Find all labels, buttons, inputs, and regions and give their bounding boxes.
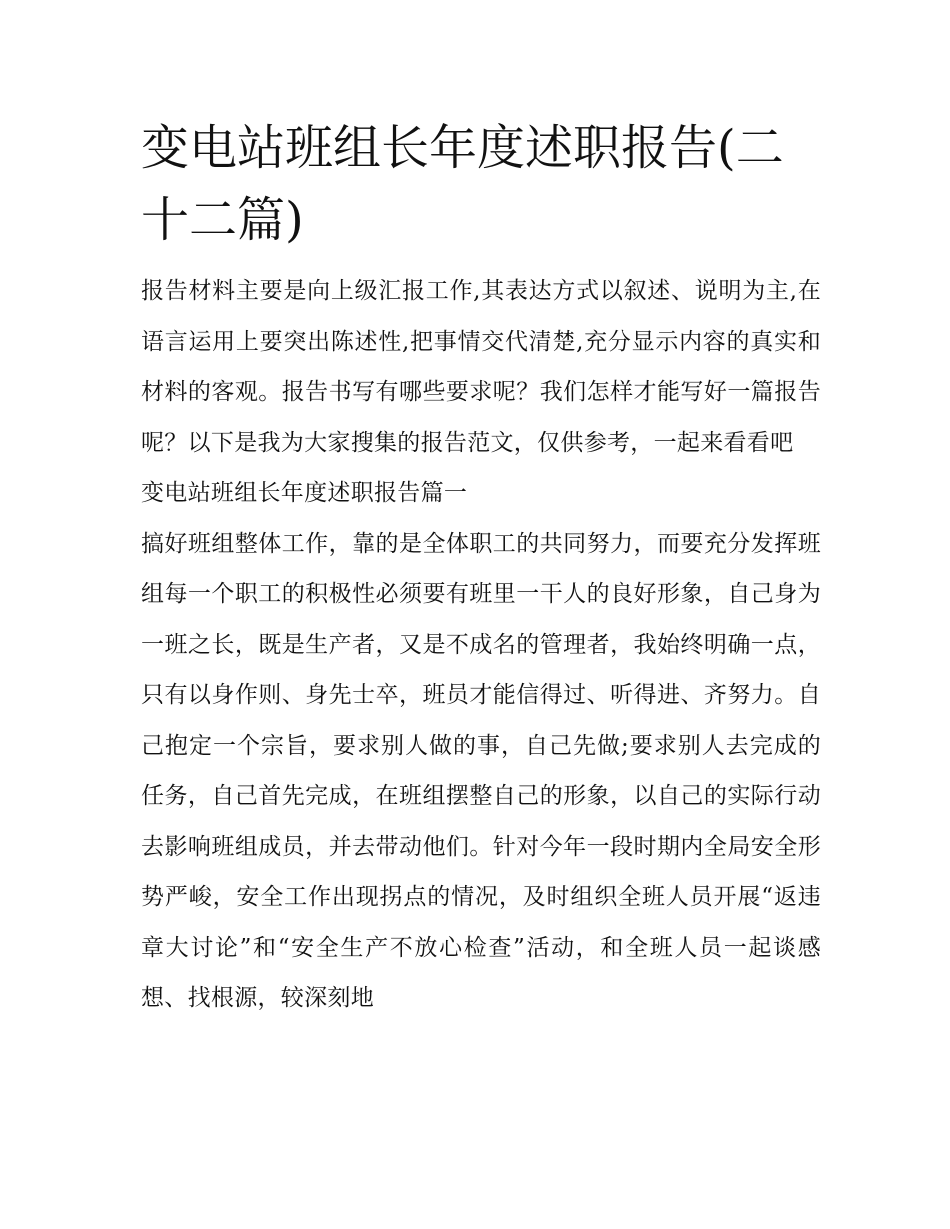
body-paragraph: 搞好班组整体工作，靠的是全体职工的共同努力，而要充分发挥班组每一个职工的积极性必须要有班里一干人的良好形象，自己身为一班之长，既是生产者，又是不成名的管理者，我始终明确一点，只有以身作则、身先士卒，班员才能信得过、听得进、齐努力。自己抱定一个宗旨，要求别人做的事，自己先做;要求别人去完成的任务，自己首先完成，在班组摆整自己的形象，以自己的实际行动去影响班组成员，并去带动他们。针对今年一段时期内全局安全形势严峻，安全工作出现拐点的情况，及时组织全班人员开展“返违章大讨论”和“安全生产不放心检查”活动，和全班人员一起谈感想、找根源，较深刻地 (141, 530, 821, 1011)
document-title: 变电站班组长年度述职报告(二十二篇) (141, 120, 784, 248)
section-heading: 变电站班组长年度述职报告篇一 (141, 480, 468, 506)
intro-paragraph: 报告材料主要是向上级汇报工作,其表达方式以叙述、说明为主,在语言运用上要突出陈述性,把事情交代清楚,充分显示内容的真实和材料的客观。报告书写有哪些要求呢？我们怎样才能写好一篇报告呢？以下是我为大家搜集的报告范文，仅供参考，一起来看看吧 (141, 278, 821, 456)
document-page (141, 112, 821, 1024)
